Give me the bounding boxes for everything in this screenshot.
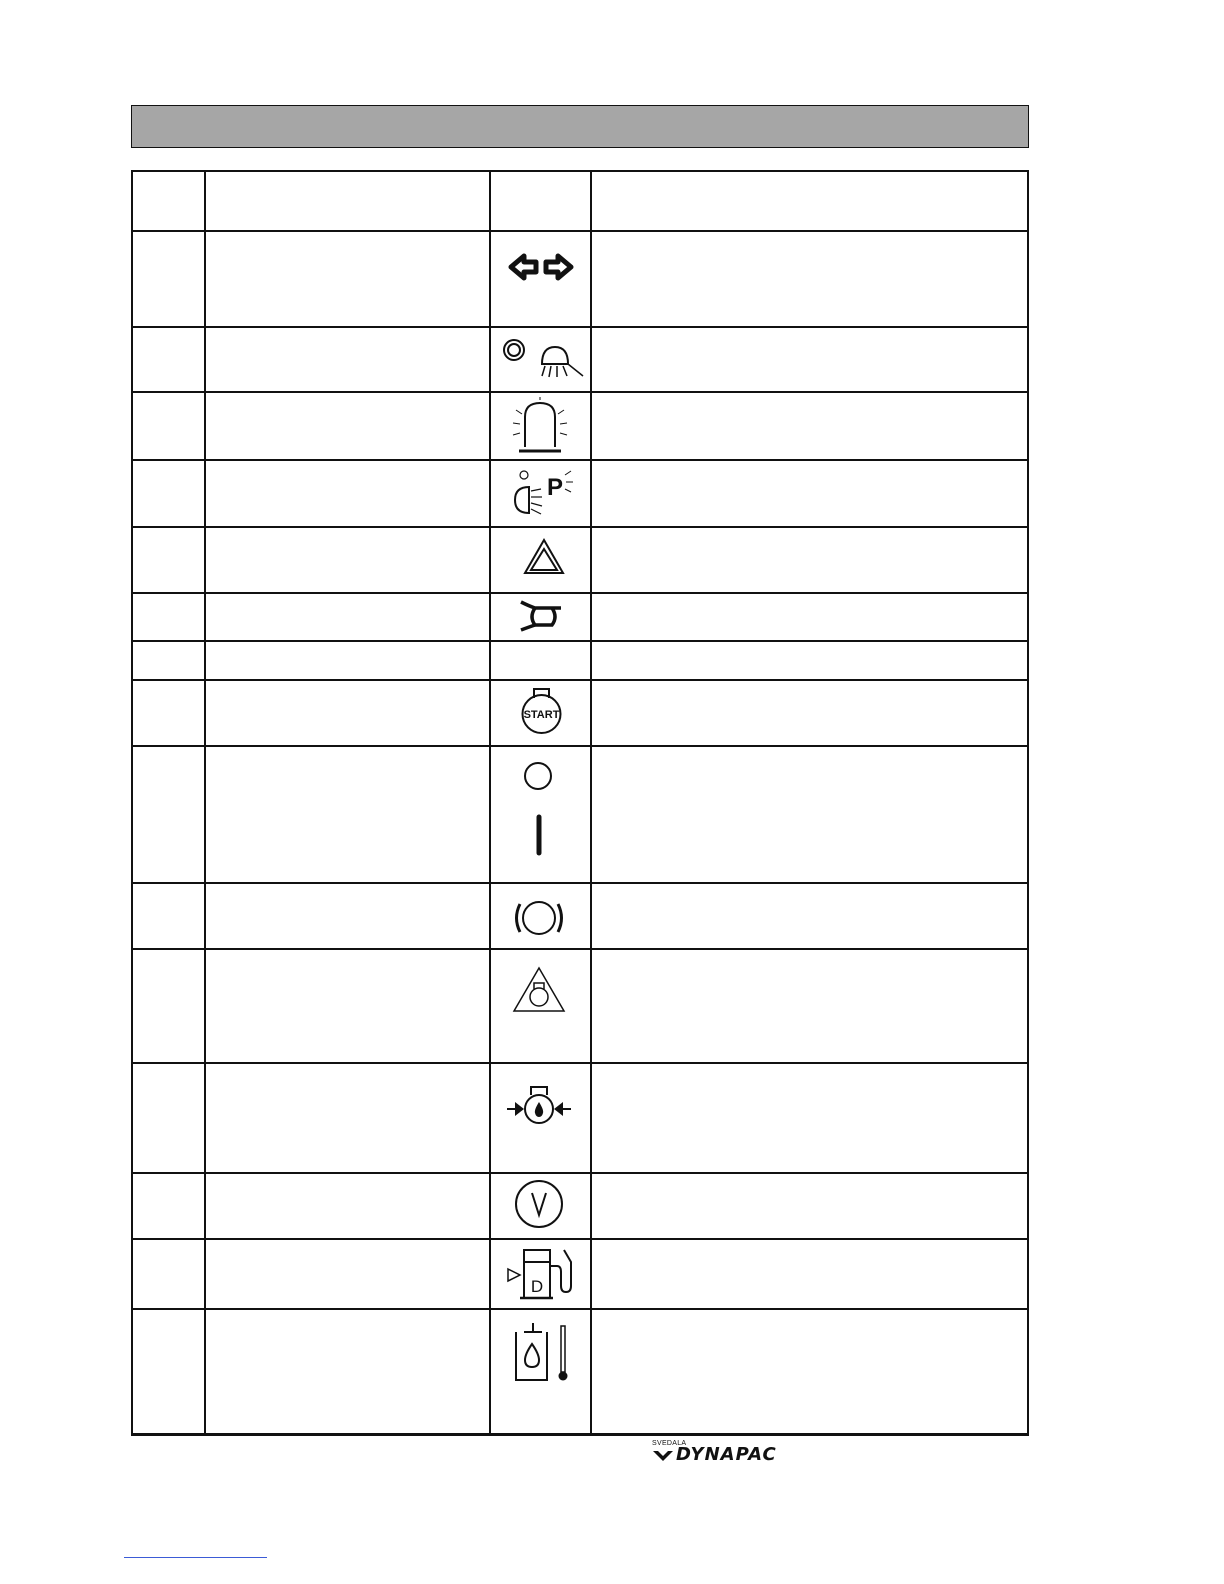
- row-name: [205, 327, 490, 392]
- row-no: [132, 327, 205, 392]
- off-on-switch-icon: [491, 747, 592, 884]
- voltmeter-icon: [491, 1174, 592, 1240]
- row-description: [591, 949, 1028, 1063]
- horn-icon: [491, 594, 592, 642]
- hazard-warning-icon: [491, 528, 592, 594]
- rotating-beacon-icon: [491, 393, 592, 461]
- row-name: [205, 392, 490, 460]
- table-row: [132, 327, 1028, 392]
- row-name: [205, 1063, 490, 1173]
- row-no: [132, 527, 205, 593]
- symbol-table: [131, 170, 1029, 1436]
- row-no: [132, 883, 205, 949]
- header-no: [132, 171, 205, 231]
- row-description: [591, 746, 1028, 883]
- row-name: [205, 460, 490, 527]
- table-row: [132, 392, 1028, 460]
- empty-symbol-cell: [490, 641, 591, 680]
- engine-warning-icon: [491, 950, 592, 1064]
- row-description: [591, 327, 1028, 392]
- row-description: [591, 883, 1028, 949]
- working-lights-icon: [491, 328, 592, 393]
- direction-indicator-arrows-icon: [491, 232, 592, 328]
- row-name: [205, 746, 490, 883]
- svg-text:P: P: [547, 474, 564, 501]
- table-row: [132, 1063, 1028, 1173]
- svg-text:START: START: [523, 709, 560, 721]
- row-name: [205, 1239, 490, 1309]
- row-no: [132, 392, 205, 460]
- row-description: [591, 231, 1028, 327]
- row-description: [591, 392, 1028, 460]
- table-row: [132, 1173, 1028, 1239]
- header-symbol: [490, 171, 591, 231]
- headlights-parking-lights-icon: [491, 461, 592, 528]
- table-row: [132, 593, 1028, 641]
- table-row: [132, 949, 1028, 1063]
- row-no: [132, 746, 205, 883]
- table-row: [132, 746, 1028, 883]
- table-row: [132, 1239, 1028, 1309]
- table-row: [132, 680, 1028, 746]
- row-no: [132, 949, 205, 1063]
- diesel-fuel-level-icon: [491, 1240, 592, 1310]
- logo-mark-icon: [652, 1448, 674, 1464]
- row-no: [132, 1239, 205, 1309]
- brake-warning-icon: [491, 884, 592, 950]
- engine-oil-pressure-icon: [491, 1064, 592, 1174]
- section-header-bar: [131, 105, 1029, 148]
- header-description: [591, 171, 1028, 231]
- row-name: [205, 641, 490, 680]
- table-row: [132, 460, 1028, 527]
- logo-text: DYNAPAC: [676, 1444, 777, 1465]
- table-row: [132, 231, 1028, 327]
- row-name: [205, 527, 490, 593]
- row-name: [205, 1173, 490, 1239]
- row-no: [132, 1309, 205, 1434]
- row-description: [591, 1173, 1028, 1239]
- row-description: [591, 1239, 1028, 1309]
- logo-small-text: SVEDALA: [652, 1440, 687, 1447]
- row-description: [591, 680, 1028, 746]
- table-row: [132, 1309, 1028, 1434]
- row-description: [591, 641, 1028, 680]
- dynapac-logo: [652, 1440, 828, 1466]
- hydraulic-oil-temperature-icon: [491, 1310, 592, 1435]
- row-name: [205, 593, 490, 641]
- table-row: [132, 641, 1028, 680]
- row-no: [132, 1173, 205, 1239]
- row-description: [591, 1309, 1028, 1434]
- row-description: [591, 460, 1028, 527]
- row-no: [132, 641, 205, 680]
- row-description: [591, 1063, 1028, 1173]
- header-name: [205, 171, 490, 231]
- row-no: [132, 680, 205, 746]
- row-no: [132, 460, 205, 527]
- row-description: [591, 527, 1028, 593]
- table-header-row: [132, 171, 1028, 231]
- row-no: [132, 231, 205, 327]
- row-no: [132, 1063, 205, 1173]
- engine-start-icon: [491, 681, 592, 747]
- table-row: [132, 883, 1028, 949]
- table-row: [132, 527, 1028, 593]
- row-name: [205, 231, 490, 327]
- row-name: [205, 883, 490, 949]
- row-no: [132, 593, 205, 641]
- row-name: [205, 949, 490, 1063]
- row-description: [591, 593, 1028, 641]
- row-name: [205, 680, 490, 746]
- footer-link-underline[interactable]: [124, 1557, 267, 1558]
- svg-text:D: D: [530, 1277, 544, 1296]
- row-name: [205, 1309, 490, 1434]
